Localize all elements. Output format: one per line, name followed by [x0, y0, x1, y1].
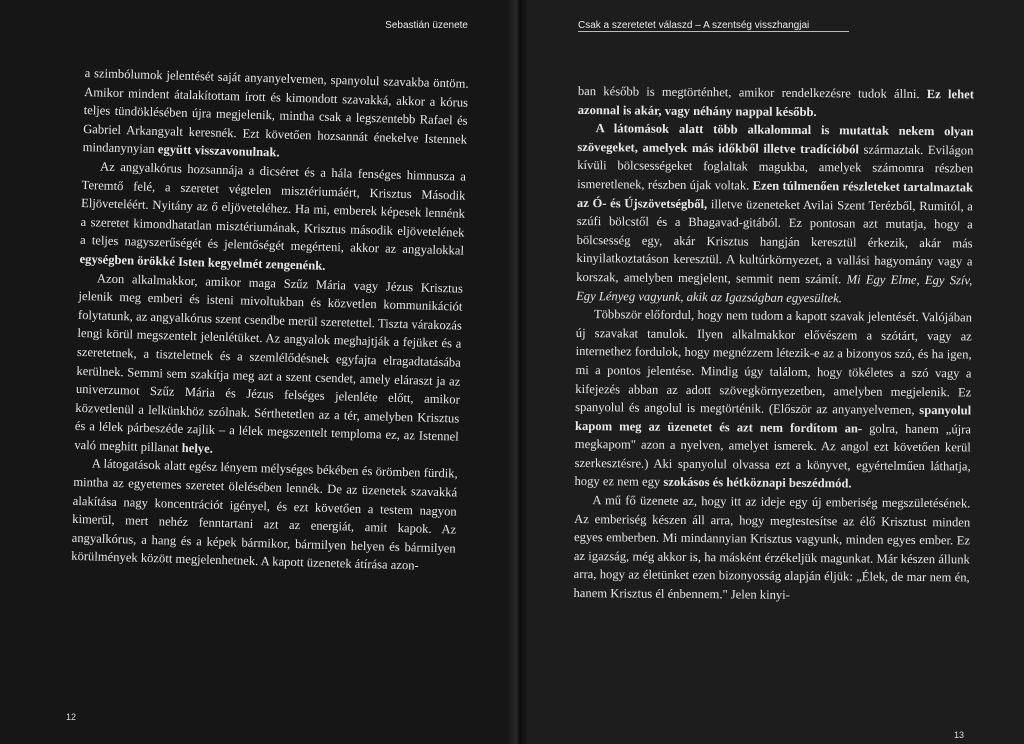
- left-page: [0, 0, 508, 744]
- left-running-header: Sebastián üzenete: [385, 20, 468, 31]
- book-gutter: [508, 0, 528, 744]
- right-paragraph-4: A mű fő üzenete az, hogy itt az ideje egy új emberiség megszületésének. Az emberiség készen áll arra, hogy megtestesítse az élő Krisztust minden egyes emberben. Mi mindannyian Krisztus vagyunk, minden egyes ember. Ez az igazság, még akkor is, ha másként érzékeljük magunkat. Már készen állunk arra, hogy az életünket ezen bizonyosság alapján éljük: „Élek, de mar nem én, hanem Krisztus él énbennem." Jelen kinyi-: [573, 493, 971, 602]
- left-paragraph-2: Az angyalkórus hozsannája a dicséret és a hála fenséges himnusza a Teremtő felé, a szeretet végtelen misztériumáért, Krisztus Második Eljöveteléért. Nyitány az ő eljöveteléhez. Ha mi, emberek képesek lennénk a szeretet kimondhatatlan misztériumának, Krisztus második eljövetelének a teljes nagyszerűségét és jelentőségét megérteni, akkor az angyalokkal egységben örökké Isten kegyelmét zengenénk.: [79, 159, 467, 273]
- left-paragraph-3: Azon alkalmakkor, amikor maga Szűz Mária vagy Jézus Krisztus jelenik meg emberi és isteni mivoltukban és közvetlen kommunikációt folytatunk, az angyalkórus szent csendbe merül szeretettel. Tiszta várakozás lengi körül megszentelt jelenlétüket. Az angyalok meghajtják a fejüket és a szeretetnek, a tiszteletnek és a szemlélődésnek egyfajta elragadtatásába kerülnek. Semmi sem szakítja meg azt a szent csendet, amely eláraszt ja az univerzumot Szűz Mária és Jézus felséges jelenléte előtt, amikor közvetlenül a lelkünkhöz szólnak. Sérthetetlen az a tér, amelyben Krisztus és a lélek párbeszéde zajlik – a lélek megszentelt temploma ez, az Istennel való meghitt pillanat helye.: [74, 270, 464, 456]
- right-running-header: Csak a szeretetet válaszd – A szentség visszhangjai: [578, 20, 849, 32]
- left-paragraph-1: a szimbólumok jelentését saját anyanyelvemen, spanyolul szavakba öntöm. Amikor mindent átalakítottam írott és kimondott szavakká, akkor a kórus teljes tündöklésében újra megjelenik, mintha csak a legszentebb Rafael és Gabriel Arkangyalt keresnék. Ezt követően hozsannát énekelve Istennek mindanynyian együtt visszavonulnak.: [82, 65, 469, 160]
- right-paragraph-3: Többször előfordul, hogy nem tudom a kapott szavak jelentését. Valójában új szavakat tanulok. Ilyen alkalmakkor elővészem a szótárt, vagy az internethez fordulok, hogy megnézzem létezik-e az a bizonyos szó, és ha igen, mi a pontos jelentése. Mindig úgy találom, hogy tökéletes a szó vagy a kifejezés abban az adott szövegkörnyezetben, amelyben megjelenik. Ez spanyolul és angolul is megtörténik. (Először az anyanyelvemen, spanyolul kapom meg az üzenetet és azt nem fordítom an- golra, hanem „újra megkapom" azon a nyelven, amelyet ismerek. Az angol ezt követően kerül szerkesztésre.) Aki spanyolul olvassa ezt a könyvet, egyértelműen láthatja, hogy ez nem egy szokásos és hétköznapi beszédmód.: [574, 307, 973, 491]
- right-page: [528, 0, 1024, 744]
- left-page-number: 12: [66, 712, 77, 722]
- right-paragraph-2: A látomások alatt több alkalommal is mutattak nekem olyan szövegeket, amelyek más időkből illetve tradícióból származtak. Evilágon kívüli bölcsességeket foglaltak magukba, amelyek számomra részben ismeretlenek, részben újak voltak. Ezen túlmenően részleteket tartalmaztak az Ó- és Újszövetségből, illetve üzeneteket Avilai Szent Terézből, Rumitól, a szúfi bölcstől és a Bhagavad-gitából. Ez pontosan azt mutatja, hogy a bölcsesség egy, akár Krisztus hangján keresztül érkezik, akár más kinyilatkoztatáson keresztül. A kultúrkörnyezet, a vallási hagyomány vagy a korszak, amelyben megjelent, semmit nem számít. Mi Egy Elme, Egy Szív, Egy Lényeg vagyunk, akik az Igazságban egyesültek.: [576, 121, 974, 305]
- left-paragraph-4: A látogatások alatt egész lényem mélységes békében és örömben fürdik, mintha az egyetemes szeretet ölelésében lennék. De az üzenetek szavakká alakítása nagy koncentrációt igényel, és ezt követően a testem nagyon kimerül, mert nehéz fenntartani azt az energiát, amit kapok. Az angyalkórus, a hang és a képek bármikor, bármilyen helyen és bármilyen körülmények között megjelenhetnek. A kapott üzenetek átírása azon-: [71, 456, 458, 573]
- left-page-text: [71, 64, 469, 577]
- right-paragraph-1: ban később is megtörténhet, amikor rendelkezésre tudok állni. Ez lehet azonnal is akár, vagy néhány nappal később.: [577, 83, 974, 119]
- right-page-text: [573, 82, 974, 606]
- right-page-number: 13: [953, 730, 964, 740]
